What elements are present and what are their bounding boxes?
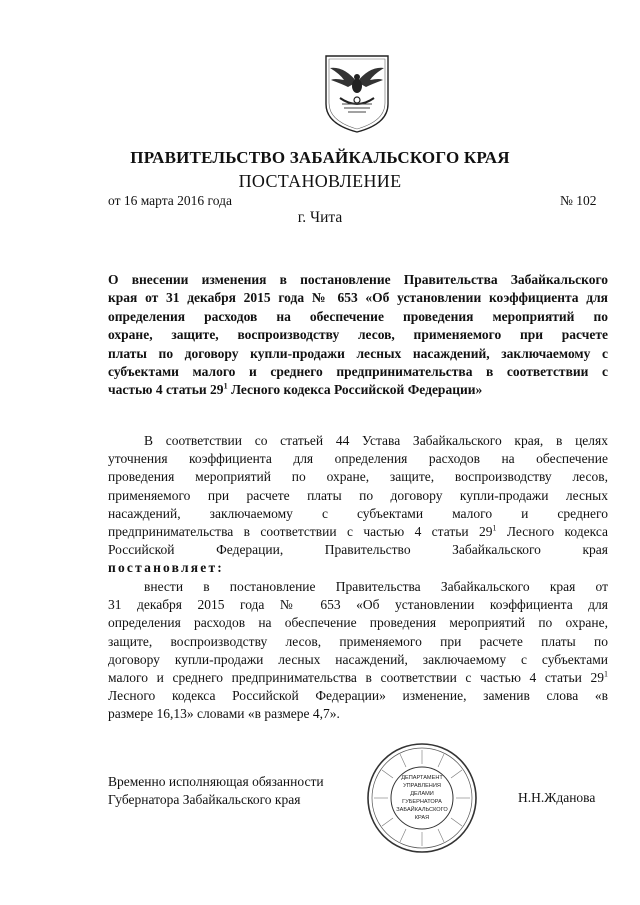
document-type: ПОСТАНОВЛЕНИЕ [238,171,402,191]
paragraph-line: защите, воспроизводству лесов, применяемого при расчете платы по [108,633,608,649]
subject-line: определения расходов на обеспечение проведения мероприятий по [108,308,608,324]
paragraph-line: уточнения коэффициента для определения расходов на обеспечение [108,451,608,467]
decree-paragraph [108,578,608,724]
subject-line: охране, защите, воспроизводству лесов, применяемого при расчете [108,327,608,343]
paragraph-line: определения расходов на обеспечение проведения мероприятий по охране, [108,615,608,631]
official-seal-icon [366,742,478,854]
paragraph-text: Лесного кодекса [496,524,608,540]
paragraph-line: В соответствии со статьей 44 Устава Забайкальского края, в целях [144,433,608,448]
subject-line: края от 31 декабря 2015 года № 653 «Об установлении коэффициента для [108,290,608,306]
paragraph-line: размере 16,13» словами «в размере 4,7». [108,706,340,722]
subject-line [108,381,608,399]
seal-text: УПРАВЛЕНИЯ [403,783,441,789]
seal-text: ГУБЕРНАТОРА [402,799,442,805]
paragraph-line: насаждений, заключаемому с субъектами малого и среднего [108,505,608,521]
document-city: г. Чита [297,209,343,226]
paragraph-line [108,523,608,541]
paragraph-line: применяемого при расчете платы по договору купли-продажи лесных [108,487,608,503]
position-line: Губернатора Забайкальского края [108,792,301,807]
superscript: 1 [223,381,228,391]
paragraph-line: внести в постановление Правительства Забайкальского края от [144,579,608,594]
seal-text: КРАЯ [414,815,430,821]
subject-line: О внесении изменения в постановление Правительства Забайкальского [108,272,608,287]
coat-of-arms-icon [322,52,392,134]
paragraph-line: проведения мероприятий по охране, защите, воспроизводству лесов, [108,469,608,485]
paragraph-text: малого и среднего предпринимательства в соответствии с частью 4 статьи 29 [108,670,604,686]
seal-text: ЗАБАЙКАЛЬСКОГО [396,807,448,813]
document-date: от 16 марта 2016 года [108,193,232,208]
seal-text: ДЕПАРТАМЕНТ [401,775,443,781]
superscript: 1 [492,523,497,533]
signatory-position [108,773,324,809]
document-subject [108,271,608,400]
paragraph-text: предпринимательства в соответствии с частью 4 статьи 29 [108,524,493,540]
subject-line: платы по договору купли-продажи лесных насаждений, заключаемому с [108,345,608,361]
signatory-name: Н.Н.Жданова [518,790,596,805]
decree-word: постановляет: [108,560,224,575]
position-line: Временно исполняющая обязанности [108,774,324,789]
subject-text: Лесного кодекса Российской Федерации» [227,382,483,398]
preamble-paragraph [108,432,608,559]
government-title: ПРАВИТЕЛЬСТВО ЗАБАЙКАЛЬСКОГО КРАЯ [130,148,510,167]
paragraph-line: 31 декабря 2015 года № 653 «Об установлении коэффициента для [108,597,608,613]
paragraph-line: договору купли-продажи лесных насаждений, заключаемому с субъектами [108,651,608,667]
superscript: 1 [604,669,608,679]
paragraph-line [108,669,608,687]
subject-text: частью 4 статьи 29 [108,382,224,398]
seal-text: ДЕЛАМИ [410,791,434,797]
paragraph-line: Российской Федерации, Правительство Забайкальского края [108,542,608,558]
paragraph-line: Лесного кодекса Российской Федерации» изменение, заменив слова «в [108,688,608,704]
subject-line: субъектами малого и среднего предпринимательства в соответствии с [108,364,608,380]
document-number: № 102 [560,193,597,208]
